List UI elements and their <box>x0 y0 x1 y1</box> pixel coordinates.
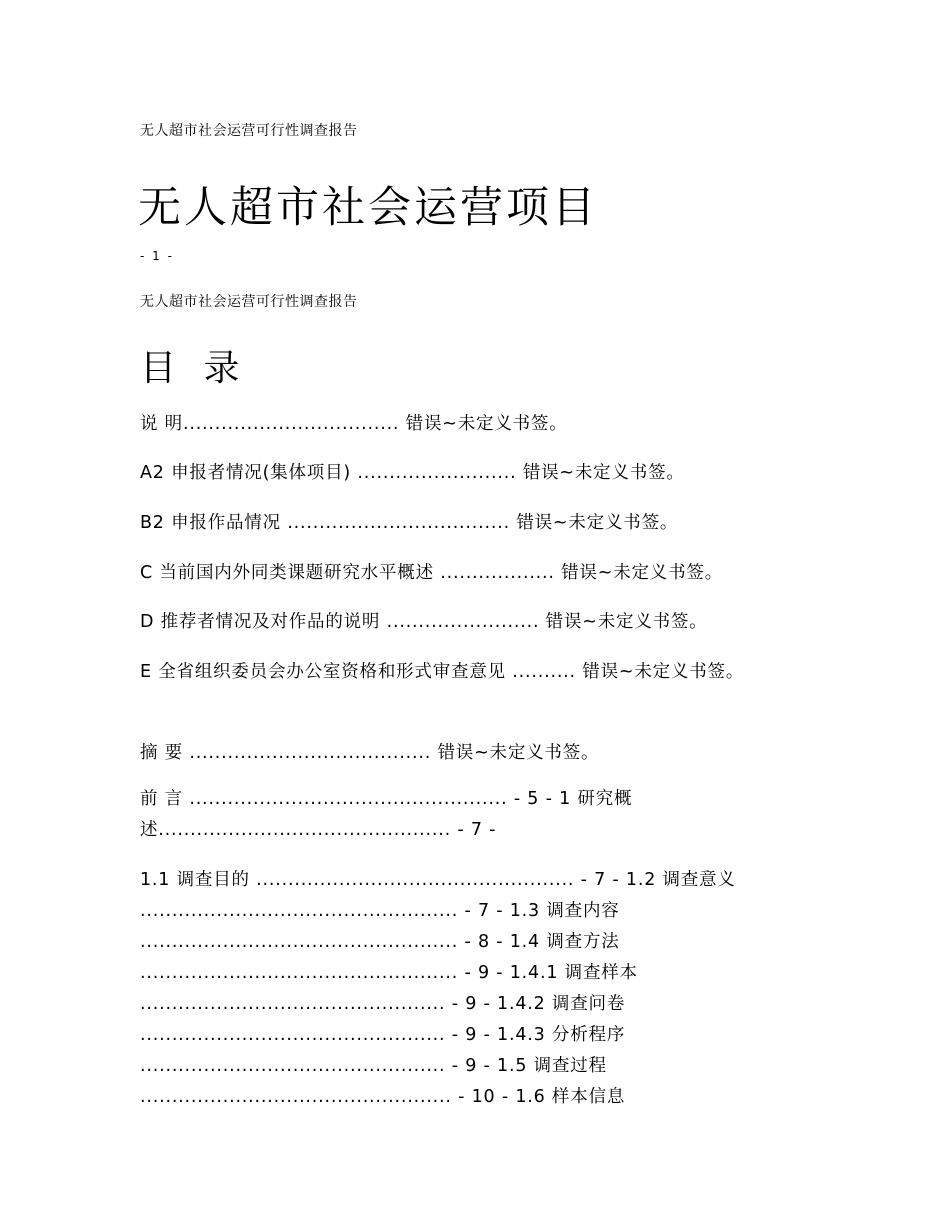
toc-entry[interactable]: B2 申报作品情况 ................................... 错误~未定义书签。 <box>140 513 679 533</box>
toc-entry[interactable]: ................................................ - 9 - 1.4.3 分析程序 <box>140 1025 626 1045</box>
toc-sections-block <box>140 865 736 1113</box>
toc-entry[interactable]: 述.............................................. - 7 - <box>140 820 497 840</box>
running-header-2: 无人超市社会运营可行性调查报告 <box>140 294 358 310</box>
toc-entry[interactable]: .................................................. - 7 - 1.3 调查内容 <box>140 901 620 921</box>
page-number: - 1 - <box>140 249 174 263</box>
toc-preface-block <box>140 784 632 846</box>
toc-heading: 目 录 <box>140 348 248 389</box>
toc-entry[interactable]: 摘 要 ...................................... 错误~未定义书签。 <box>140 743 600 763</box>
main-title: 无人超市社会运营项目 <box>138 183 598 233</box>
running-header: 无人超市社会运营可行性调查报告 <box>140 123 358 139</box>
toc-entry[interactable]: A2 申报者情况(集体项目) ......................... 错误~未定义书签。 <box>140 463 685 483</box>
toc-entry[interactable]: 说 明.................................. 错误~未定义书签。 <box>140 414 568 434</box>
toc-entry[interactable]: D 推荐者情况及对作品的说明 ........................ 错误~未定义书签。 <box>140 612 708 632</box>
toc-entry[interactable]: ................................................. - 10 - 1.6 样本信息 <box>140 1087 626 1107</box>
toc-entry[interactable]: E 全省组织委员会办公室资格和形式审查意见 .......... 错误~未定义书签。 <box>140 662 745 682</box>
toc-entry[interactable]: C 当前国内外同类课题研究水平概述 .................. 错误~未定义书签。 <box>140 563 723 583</box>
toc-entry[interactable]: .................................................. - 9 - 1.4.1 调查样本 <box>140 963 638 983</box>
toc-entry[interactable]: 1.1 调查目的 .................................................. - 7 - 1.2 调查意义 <box>140 870 736 890</box>
toc-entry[interactable]: .................................................. - 8 - 1.4 调查方法 <box>140 932 620 952</box>
toc-entry[interactable]: ................................................ - 9 - 1.4.2 调查问卷 <box>140 994 626 1014</box>
toc-entry[interactable]: 前 言 .................................................. - 5 - 1 研究概 <box>140 789 633 809</box>
toc-entry[interactable]: ................................................ - 9 - 1.5 调查过程 <box>140 1056 607 1076</box>
